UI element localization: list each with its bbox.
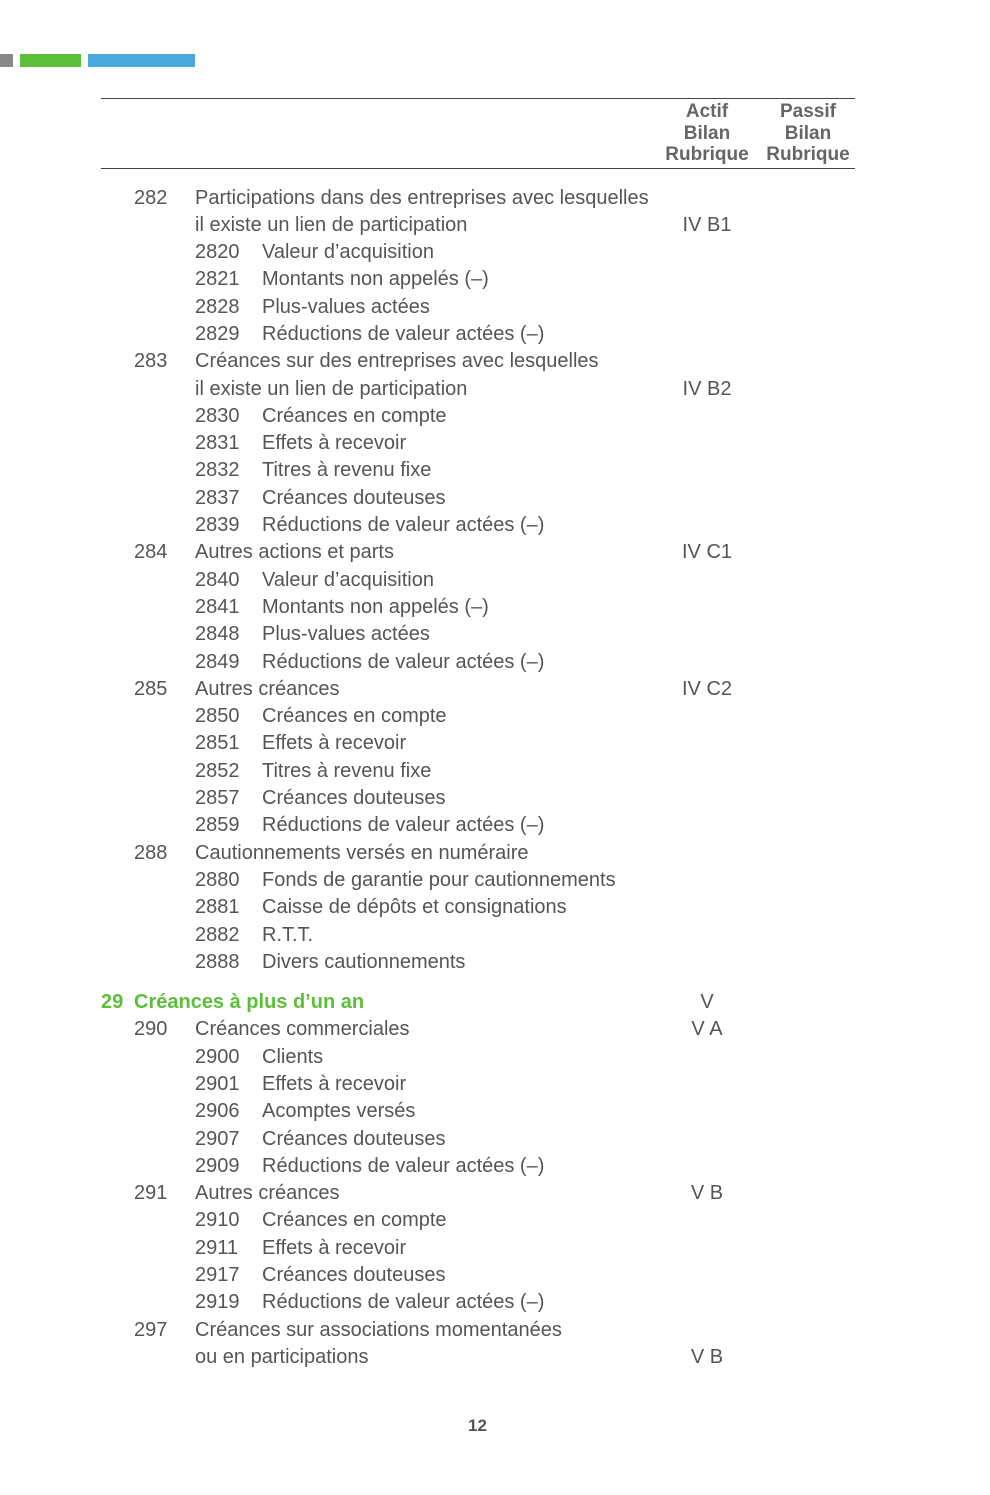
sub-account-row xyxy=(0,758,990,785)
account-code: 288 xyxy=(134,841,168,864)
account-code: 2881 xyxy=(195,896,240,919)
decor-bar-gray xyxy=(0,54,13,67)
sub-account-row xyxy=(0,430,990,457)
account-label: Plus-values actées xyxy=(262,623,430,646)
sub-account-row xyxy=(0,703,990,730)
account-label: Créances commerciales xyxy=(195,1018,410,1041)
account-label: Fonds de garantie pour cautionnements xyxy=(262,868,616,891)
account-code: 285 xyxy=(134,677,168,700)
account-label: Clients xyxy=(262,1045,324,1068)
account-code: 2852 xyxy=(195,759,240,782)
account-row xyxy=(0,1344,990,1371)
header-actif-line: Rubrique xyxy=(665,144,749,165)
account-row xyxy=(0,676,990,703)
account-label: Acomptes versés xyxy=(262,1100,416,1123)
account-table xyxy=(0,185,990,1372)
header-passif-line: Passif xyxy=(780,101,836,122)
actif-rubrique: IV B2 xyxy=(682,377,732,400)
account-code: 2837 xyxy=(195,486,240,509)
table-header-rule xyxy=(101,168,855,169)
account-row xyxy=(0,376,990,403)
account-code: 2829 xyxy=(195,322,240,345)
account-label: Réductions de valeur actées (–) xyxy=(262,322,545,345)
sub-account-row xyxy=(0,785,990,812)
account-label: Créances à plus d’un an xyxy=(134,991,365,1014)
actif-rubrique: V xyxy=(700,991,714,1014)
account-label: Participations dans des entreprises avec lesquelles xyxy=(195,186,649,209)
account-code: 2911 xyxy=(195,1236,239,1259)
account-label: Réductions de valeur actées (–) xyxy=(262,650,545,673)
account-code: 2828 xyxy=(195,295,240,318)
sub-account-row xyxy=(0,457,990,484)
account-label: Montants non appelés (–) xyxy=(262,268,489,291)
sub-account-row xyxy=(0,485,990,512)
account-label: Caisse de dépôts et consignations xyxy=(262,896,567,919)
sub-account-row xyxy=(0,403,990,430)
decor-bar-green xyxy=(20,54,81,67)
sub-account-row xyxy=(0,239,990,266)
sub-account-row xyxy=(0,294,990,321)
account-label: ou en participations xyxy=(195,1345,369,1368)
account-code: 2820 xyxy=(195,241,240,264)
sub-account-row xyxy=(0,1071,990,1098)
account-label: Créances sur associations momentanées xyxy=(195,1318,562,1341)
account-label: Plus-values actées xyxy=(262,295,430,318)
decor-bar-blue xyxy=(88,54,195,67)
account-label: Montants non appelés (–) xyxy=(262,595,489,618)
account-code: 282 xyxy=(134,186,168,209)
account-label: Effets à recevoir xyxy=(262,1073,407,1095)
column-header-passif xyxy=(763,101,853,166)
account-code: 2909 xyxy=(195,1154,240,1177)
sub-account-row xyxy=(0,1207,990,1234)
account-label: Valeur d’acquisition xyxy=(262,241,434,264)
account-label: Créances douteuses xyxy=(262,1264,446,1287)
sub-account-row xyxy=(0,649,990,676)
account-code: 284 xyxy=(134,541,168,564)
account-code: 2901 xyxy=(195,1073,240,1095)
account-label: Créances douteuses xyxy=(262,787,446,810)
header-passif-line: Rubrique xyxy=(766,144,850,165)
account-label: Valeur d’acquisition xyxy=(262,568,434,591)
account-label: Divers cautionnements xyxy=(262,950,466,973)
account-code: 2880 xyxy=(195,868,240,891)
sub-account-row xyxy=(0,812,990,839)
account-code: 2882 xyxy=(195,923,240,946)
sub-account-row xyxy=(0,1044,990,1071)
actif-rubrique: IV C2 xyxy=(681,677,733,700)
account-label: Réductions de valeur actées (–) xyxy=(262,814,545,837)
account-label: R.T.T. xyxy=(262,923,314,946)
account-code: 2888 xyxy=(195,950,240,973)
account-code: 2840 xyxy=(195,568,240,591)
sub-account-row xyxy=(0,1262,990,1289)
account-code: 2821 xyxy=(195,268,240,291)
account-row xyxy=(0,185,990,212)
account-code: 2859 xyxy=(195,814,240,837)
actif-rubrique: V A xyxy=(691,1018,723,1041)
sub-account-row xyxy=(0,512,990,539)
sub-account-row xyxy=(0,1098,990,1125)
account-row xyxy=(0,212,990,239)
account-code: 2910 xyxy=(195,1209,240,1232)
account-code: 2900 xyxy=(195,1045,240,1068)
sub-account-row xyxy=(0,567,990,594)
account-row xyxy=(0,348,990,375)
account-code: 29 xyxy=(101,991,124,1014)
actif-rubrique: V B xyxy=(690,1345,724,1368)
account-label: Titres à revenu fixe xyxy=(262,459,432,482)
sub-account-row xyxy=(0,266,990,293)
account-label: Créances en compte xyxy=(262,404,447,427)
account-code: 2917 xyxy=(195,1264,240,1287)
account-code: 2849 xyxy=(195,650,240,673)
account-code: 2907 xyxy=(195,1127,240,1150)
account-code: 2906 xyxy=(195,1100,240,1123)
account-code: 290 xyxy=(134,1018,168,1041)
account-label: Réductions de valeur actées (–) xyxy=(262,1291,545,1314)
account-code: 297 xyxy=(134,1318,168,1341)
account-code: 2831 xyxy=(195,432,240,455)
account-row xyxy=(0,539,990,566)
account-code: 2851 xyxy=(195,732,240,755)
actif-rubrique: V B xyxy=(690,1182,724,1205)
section-row xyxy=(0,989,990,1016)
actif-rubrique: IV C1 xyxy=(681,541,733,564)
account-label: il existe un lien de participation xyxy=(195,213,468,236)
account-code: 291 xyxy=(134,1182,168,1205)
account-label: Créances en compte xyxy=(262,705,447,728)
account-label: Effets à recevoir xyxy=(262,1236,407,1259)
account-label: Effets à recevoir xyxy=(262,732,407,755)
sub-account-row xyxy=(0,321,990,348)
sub-account-row xyxy=(0,1126,990,1153)
account-label: Cautionnements versés en numéraire xyxy=(195,841,529,864)
account-row xyxy=(0,840,990,867)
sub-account-row xyxy=(0,621,990,648)
account-label: Créances douteuses xyxy=(262,486,446,509)
header-actif-line: Actif xyxy=(685,101,729,122)
actif-rubrique: IV B1 xyxy=(682,213,732,236)
account-code: 2839 xyxy=(195,514,240,537)
table-top-rule xyxy=(101,98,855,99)
account-label: Créances douteuses xyxy=(262,1127,446,1150)
sub-account-row xyxy=(0,949,990,976)
account-code: 2919 xyxy=(195,1291,240,1314)
account-code: 283 xyxy=(134,350,168,373)
sub-account-row xyxy=(0,1289,990,1316)
account-label: Réductions de valeur actées (–) xyxy=(262,1154,545,1177)
account-code: 2850 xyxy=(195,705,240,728)
account-label: Effets à recevoir xyxy=(262,432,407,455)
account-row xyxy=(0,1016,990,1043)
account-label: il existe un lien de participation xyxy=(195,377,468,400)
header-actif-line: Bilan xyxy=(683,122,731,144)
column-header-actif xyxy=(662,101,752,166)
header-passif-line: Bilan xyxy=(784,122,832,144)
account-code: 2857 xyxy=(195,787,240,810)
account-code: 2830 xyxy=(195,404,240,427)
account-label: Créances sur des entreprises avec lesquelles xyxy=(195,350,599,373)
page-number: 12 xyxy=(468,1416,487,1435)
sub-account-row xyxy=(0,730,990,757)
account-row xyxy=(0,1180,990,1207)
account-row xyxy=(0,1317,990,1344)
account-label: Créances en compte xyxy=(262,1209,447,1232)
account-label: Titres à revenu fixe xyxy=(262,759,432,782)
account-code: 2848 xyxy=(195,623,240,646)
account-code: 2841 xyxy=(195,595,240,618)
sub-account-row xyxy=(0,922,990,949)
sub-account-row xyxy=(0,1235,990,1262)
account-label: Réductions de valeur actées (–) xyxy=(262,514,545,537)
account-label: Autres créances xyxy=(195,1182,340,1205)
account-code: 2832 xyxy=(195,459,240,482)
sub-account-row xyxy=(0,594,990,621)
account-label: Autres actions et parts xyxy=(195,541,394,564)
sub-account-row xyxy=(0,867,990,894)
account-label: Autres créances xyxy=(195,677,340,700)
sub-account-row xyxy=(0,894,990,921)
sub-account-row xyxy=(0,1153,990,1180)
